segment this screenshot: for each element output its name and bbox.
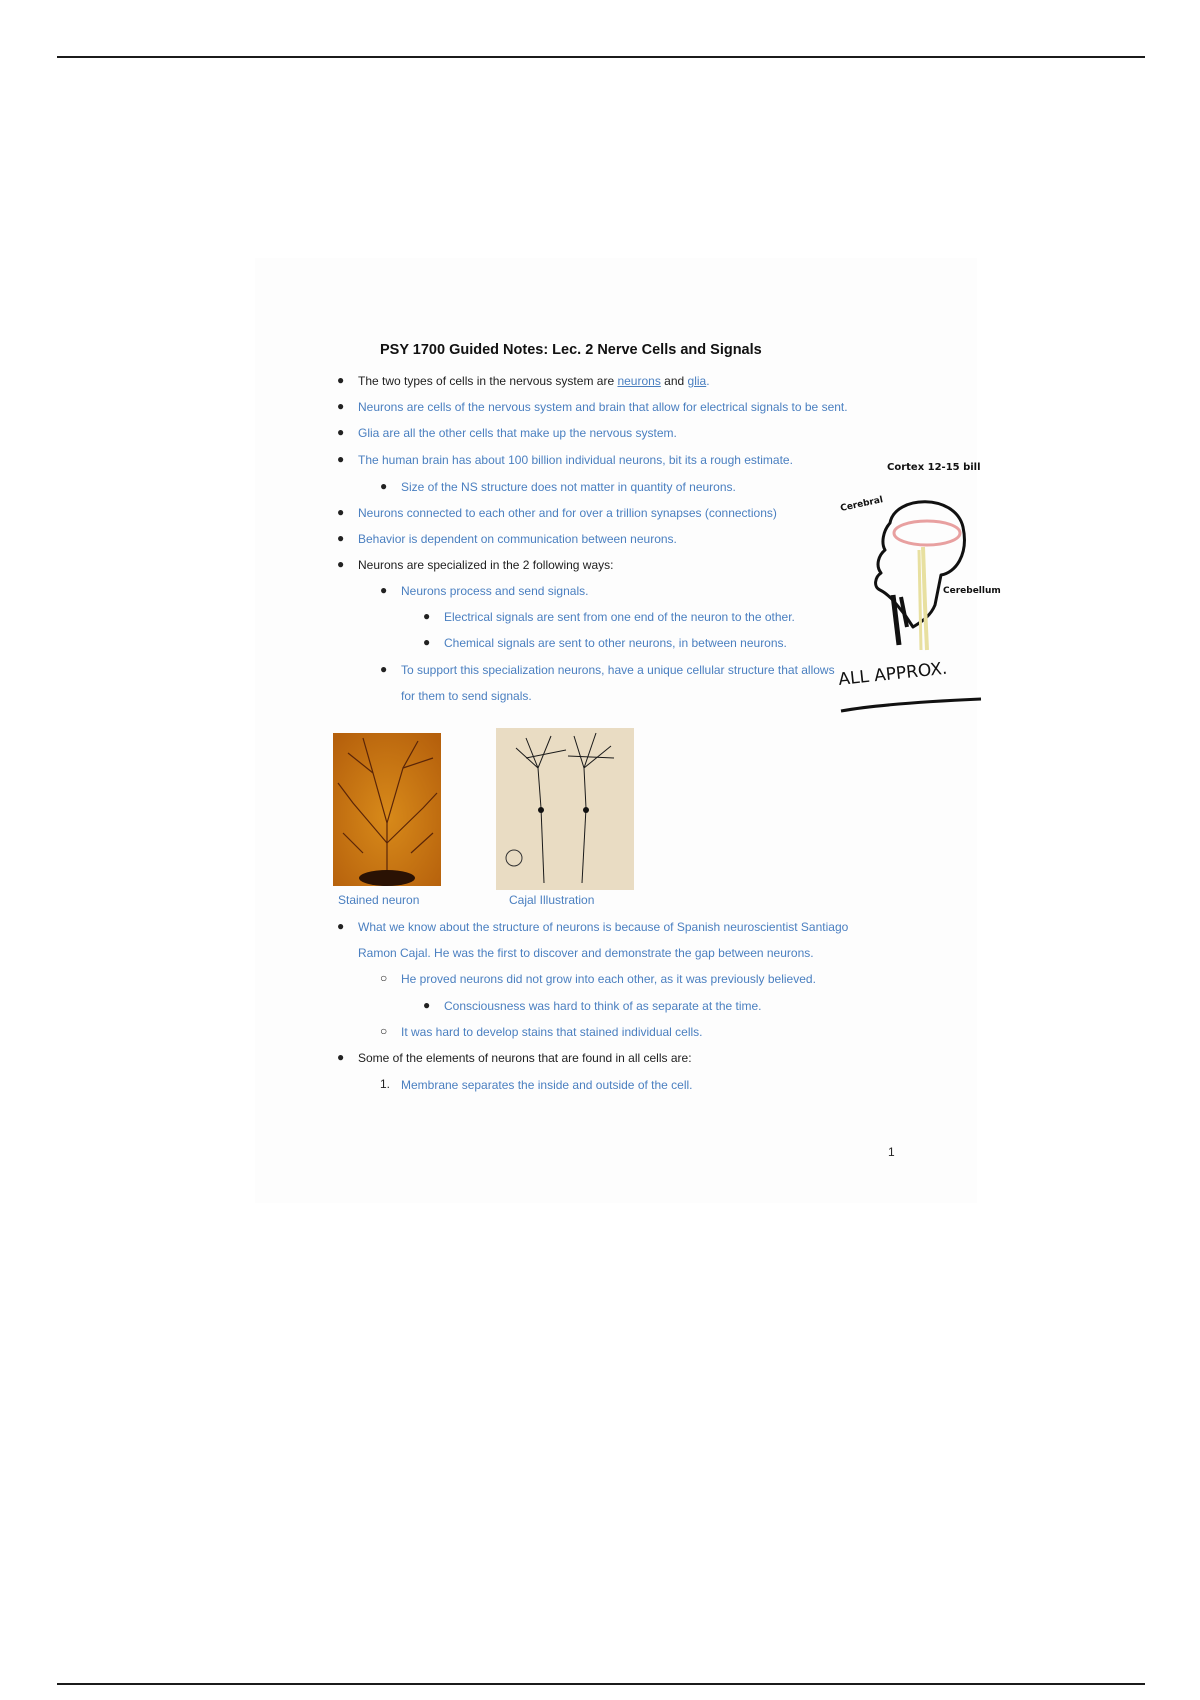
note-line: Chemical signals are sent to other neurons, in between neurons. — [444, 636, 787, 650]
bullet-icon: ● — [337, 919, 345, 933]
bullet-icon: ● — [337, 425, 345, 439]
spinal-cord — [923, 547, 927, 650]
bullet-icon: ● — [380, 662, 388, 676]
cajal-illustration-image — [496, 728, 634, 890]
note-line: Size of the NS structure does not matter in quantity of neurons. — [401, 480, 736, 494]
note-text: . — [706, 374, 710, 388]
bullet-icon: ● — [337, 505, 345, 519]
circle-bullet-icon: ○ — [380, 971, 388, 985]
top-rule — [57, 56, 1145, 58]
note-line: Neurons process and send signals. — [401, 584, 589, 598]
brain-sketch — [835, 455, 1001, 720]
note-line: Glia are all the other cells that make up the nervous system. — [358, 426, 677, 440]
bullet-icon: ● — [423, 635, 431, 649]
bullet-icon: ● — [337, 399, 345, 413]
list-number: 1. — [380, 1077, 391, 1091]
note-line: Ramon Cajal. He was the first to discover and demonstrate the gap between neurons. — [358, 946, 814, 960]
note-line — [358, 373, 710, 389]
note-line: It was hard to develop stains that stained individual cells. — [401, 1025, 703, 1039]
bullet-icon: ● — [380, 479, 388, 493]
bullet-icon: ● — [380, 583, 388, 597]
note-line: Neurons connected to each other and for over a trillion synapses (connections) — [358, 506, 777, 520]
image-caption: Stained neuron — [338, 893, 420, 907]
bullet-icon: ● — [337, 452, 345, 466]
note-text: The two types of cells in the nervous system are — [358, 374, 618, 388]
bullet-icon: ● — [337, 557, 345, 571]
note-line: Neurons are cells of the nervous system and brain that allow for electrical signals to be sent. — [358, 400, 848, 414]
bullet-icon: ● — [423, 998, 431, 1012]
image-caption: Cajal Illustration — [509, 893, 595, 907]
sketch-underline — [841, 699, 981, 711]
note-text: and — [660, 374, 688, 388]
spinal-cord — [919, 550, 921, 650]
bullet-icon: ● — [337, 531, 345, 545]
glia-link[interactable]: glia — [687, 374, 707, 388]
sketch-label: Cortex 12-15 bill — [887, 462, 981, 473]
note-line: To support this specialization neurons, have a unique cellular structure that allows — [401, 663, 835, 677]
sketch-label: Cerebral — [839, 495, 884, 514]
neurons-link[interactable]: neurons — [617, 374, 661, 388]
note-line: Membrane separates the inside and outside of the cell. — [401, 1078, 693, 1092]
note-line: What we know about the structure of neurons is because of Spanish neuroscientist Santiago — [358, 920, 849, 934]
bullet-icon: ● — [337, 373, 345, 387]
circle-bullet-icon: ○ — [380, 1024, 388, 1038]
note-line: The human brain has about 100 billion individual neurons, bit its a rough estimate. — [358, 453, 793, 467]
note-line: He proved neurons did not grow into each other, as it was previously believed. — [401, 972, 816, 986]
page-title: PSY 1700 Guided Notes: Lec. 2 Nerve Cells and Signals — [380, 342, 762, 358]
sketch-label: Cerebellum — [943, 586, 1001, 596]
bullet-icon: ● — [423, 609, 431, 623]
note-line: Electrical signals are sent from one end of the neuron to the other. — [444, 610, 795, 624]
note-line: Consciousness was hard to think of as separate at the time. — [444, 999, 762, 1013]
note-line: Some of the elements of neurons that are found in all cells are: — [358, 1051, 692, 1065]
sketch-scribble — [893, 595, 899, 645]
cortex-shape — [894, 521, 960, 545]
bottom-rule — [57, 1683, 1145, 1685]
note-line: for them to send signals. — [401, 689, 532, 703]
sketch-note: ALL APPROX. — [837, 658, 949, 690]
note-line: Behavior is dependent on communication between neurons. — [358, 532, 677, 546]
note-line: Neurons are specialized in the 2 following ways: — [358, 558, 614, 572]
bullet-icon: ● — [337, 1050, 345, 1064]
stained-neuron-image — [333, 733, 441, 886]
page-number: 1 — [888, 1145, 895, 1159]
